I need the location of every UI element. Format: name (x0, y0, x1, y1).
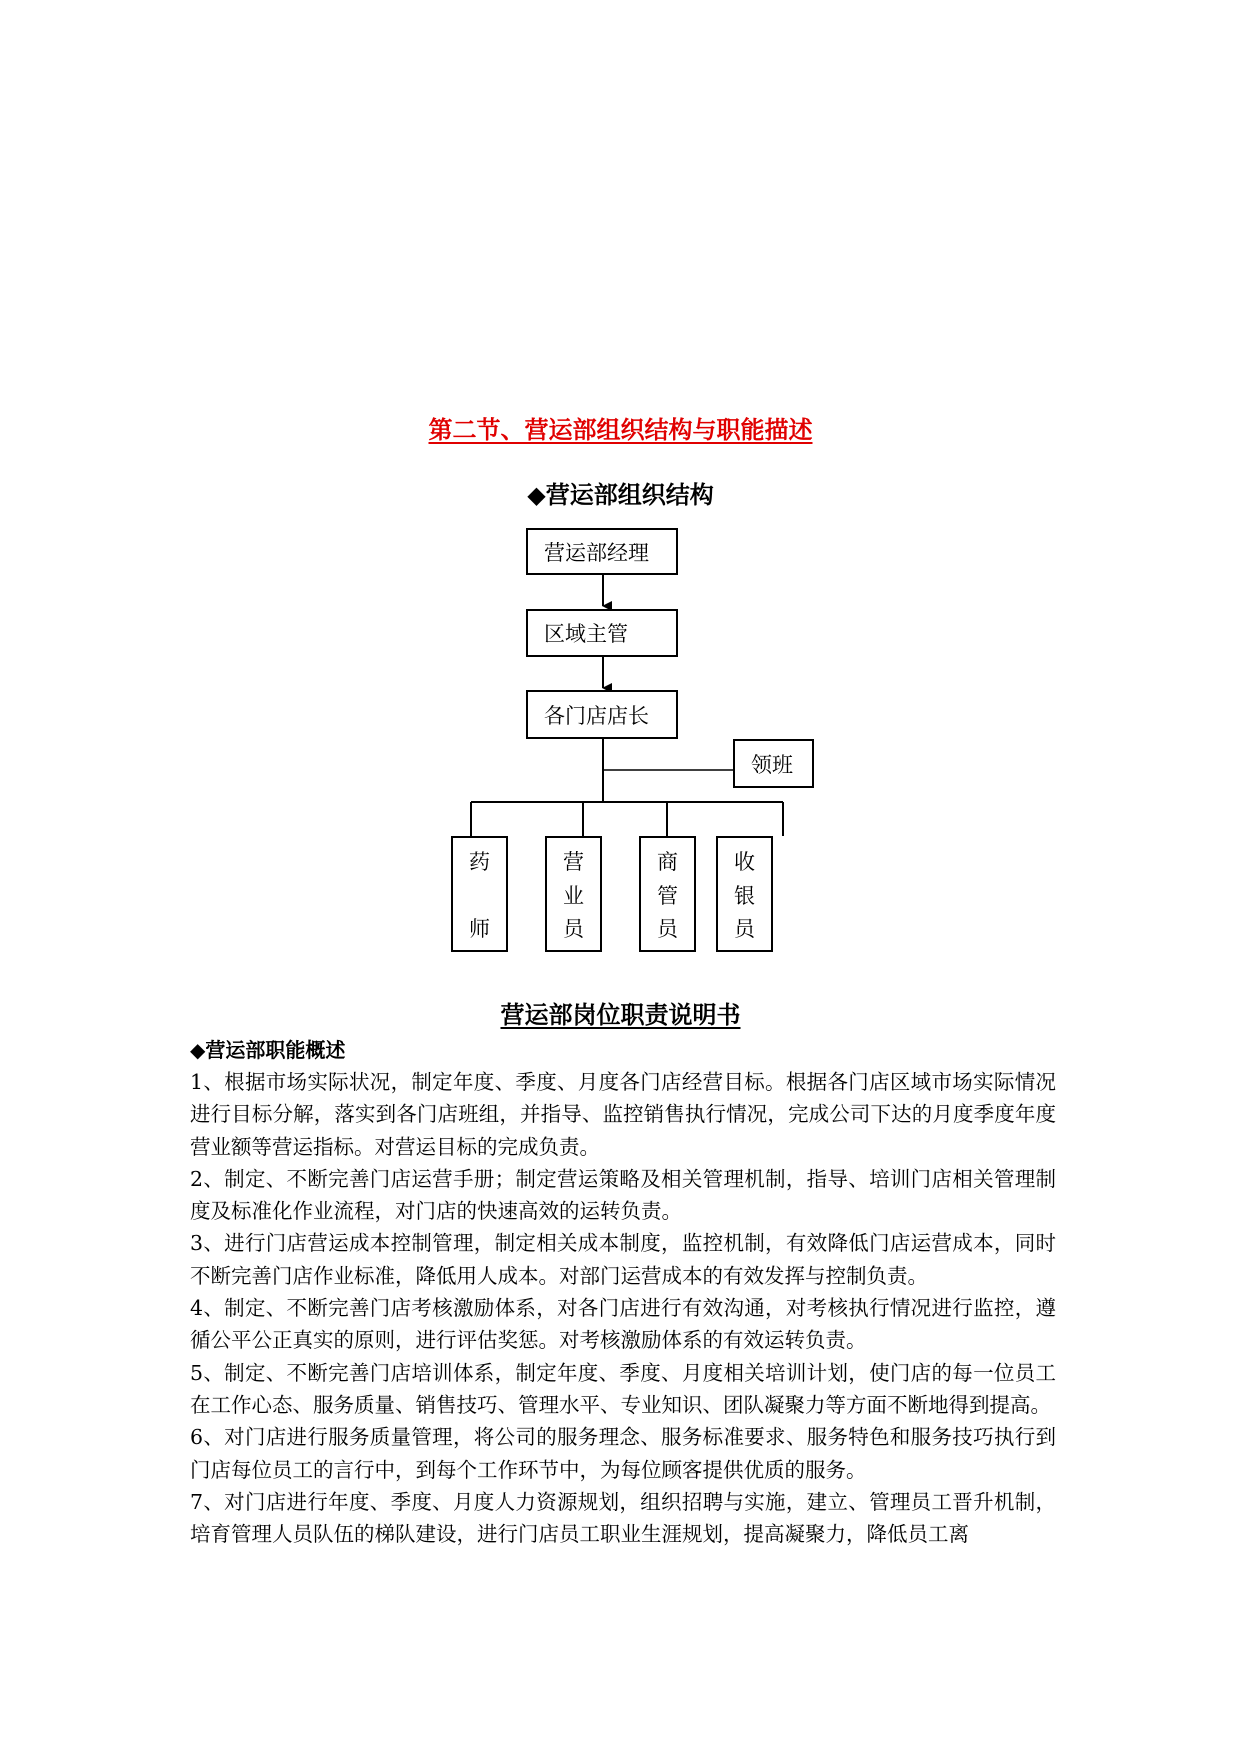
paragraph: 4、制定、不断完善门店考核激励体系，对各门店进行有效沟通，对考核执行情况进行监控，遵循公平公正真实的原则，进行评估奖惩。对考核激励体系的有效运转负责。 (190, 1296, 1056, 1353)
box-area-supervisor (526, 609, 678, 657)
paragraph: 1、根据市场实际状况，制定年度、季度、月度各门店经营目标。根据各门店区域市场实际情况进行目标分解，落实到各门店班组，并指导、监控销售执行情况，完成公司下达的月度季度年度营业额等营运指标。对营运目标的完成负责。 (190, 1070, 1056, 1159)
box-store-manager (526, 690, 678, 739)
section-title: 第二节、营运部组织结构与职能描述 (428, 415, 813, 444)
doc-heading: 营运部岗位职责说明书 (500, 1000, 741, 1029)
functions-subheading: ◆营运部职能概述 (190, 1038, 346, 1062)
paragraph: 2、制定、不断完善门店运营手册；制定营运策略及相关管理机制，指导、培训门店相关管理制度及标准化作业流程，对门店的快速高效的运转负责。 (190, 1166, 1056, 1224)
functions-body (190, 1066, 1056, 1550)
box-area-supervisor-label: 区域主管 (544, 622, 628, 646)
staff-char: 药 (469, 850, 490, 874)
paragraph: 6、对门店进行服务质量管理，将公司的服务理念、服务标准要求、服务特色和服务技巧执行到门店每位员工的言行中，到每个工作环节中，为每位顾客提供优质的服务。 (190, 1425, 1056, 1482)
staff-char: 管 (657, 883, 678, 908)
box-store-manager-label: 各门店店长 (544, 703, 649, 728)
paragraph: 7、对门店进行年度、季度、月度人力资源规划，组织招聘与实施，建立、管理员工晋升机制，培育管理人员队伍的梯队建设，进行门店员工职业生涯规划，提高凝聚力，降低员工离 (190, 1489, 1056, 1547)
staff-char: 员 (657, 917, 678, 941)
box-cashier (716, 836, 773, 952)
staff-char: 员 (734, 917, 755, 941)
box-sales-clerk (545, 836, 602, 952)
box-shift-leader (733, 739, 814, 788)
staff-char: 营 (563, 850, 584, 874)
box-pharmacist (451, 836, 508, 952)
paragraph: 5、制定、不断完善门店培训体系，制定年度、季度、月度相关培训计划，使门店的每一位员工在工作心态、服务质量、销售技巧、管理水平、专业知识、团队凝聚力等方面不断地得到提高。 (190, 1360, 1056, 1417)
staff-char: 业 (563, 883, 584, 908)
staff-char: 师 (469, 917, 490, 941)
box-manager (526, 528, 678, 575)
box-merchandiser (639, 836, 696, 952)
org-chart-heading: ◆营运部组织结构 (527, 480, 714, 509)
paragraph: 3、进行门店营运成本控制管理，制定相关成本制度，监控机制，有效降低门店运营成本，同时不断完善门店作业标准，降低用人成本。对部门运营成本的有效发挥与控制负责。 (190, 1231, 1056, 1288)
box-shift-leader-label: 领班 (751, 752, 793, 777)
staff-char: 员 (563, 917, 584, 941)
staff-char: 银 (734, 883, 755, 908)
staff-char: 商 (657, 850, 678, 874)
box-manager-label: 营运部经理 (544, 540, 649, 565)
staff-char: 收 (734, 850, 755, 874)
